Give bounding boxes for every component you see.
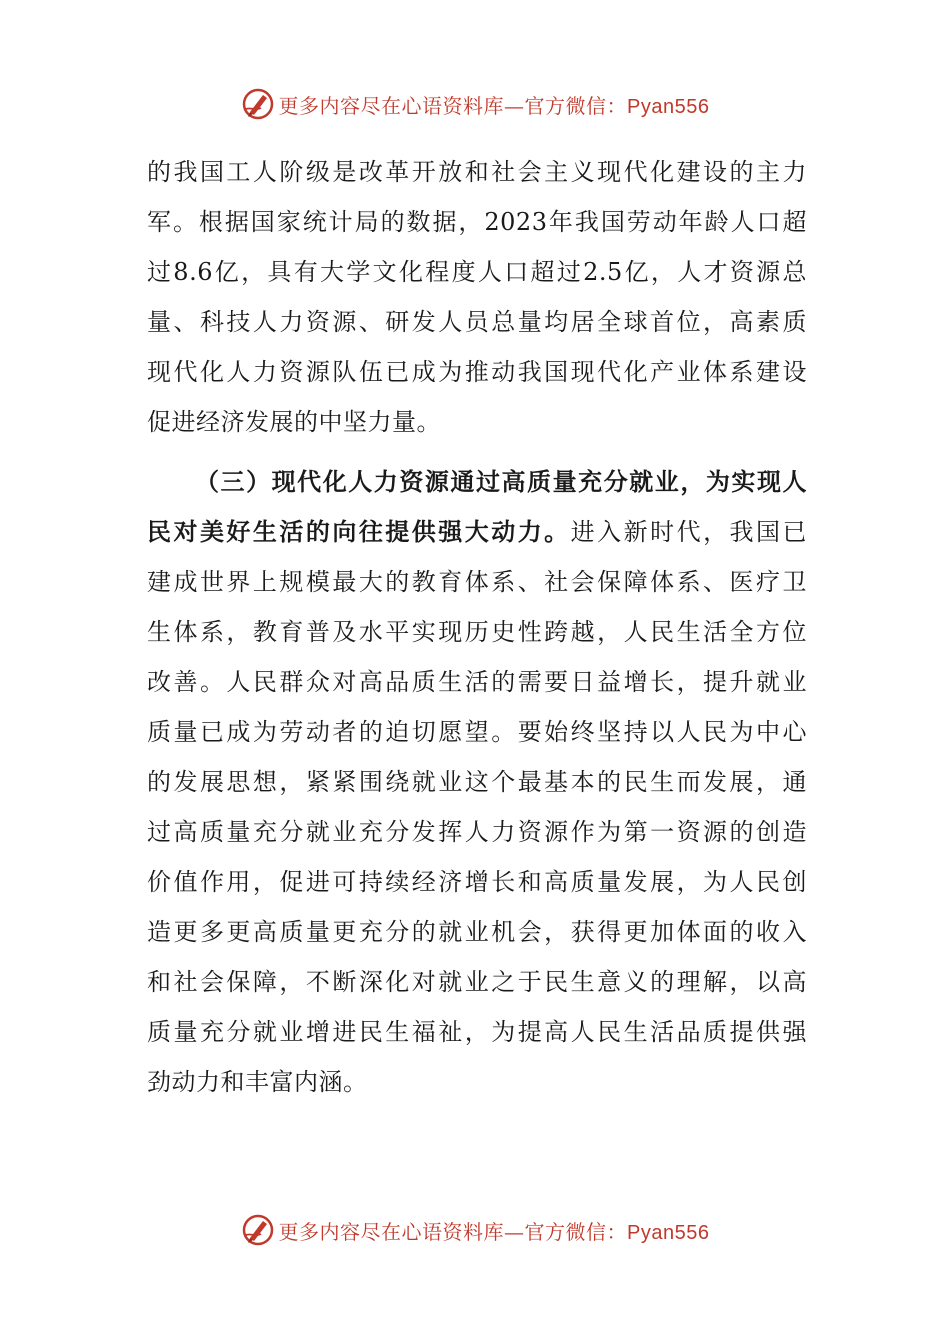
text-line: 质量已成为劳动者的迫切愿望。要始终坚持以人民为中心	[147, 718, 807, 746]
text-line: 军。根据国家统计局的数据，2023年我国劳动年龄人口超	[147, 208, 807, 236]
text-line: 建成世界上规模最大的教育体系、社会保障体系、医疗卫	[147, 568, 807, 596]
wechat-account: Pyan556	[627, 1221, 710, 1244]
text-line: 造更多更高质量更充分的就业机会，获得更加体面的收入	[147, 918, 807, 946]
text-line: 过高质量充分就业充分发挥人力资源作为第一资源的创造	[147, 818, 807, 846]
text-line: 生体系，教育普及水平实现历史性跨越，人民生活全方位	[147, 618, 807, 646]
header-banner-text: 更多内容尽在心语资料库—官方微信：Pyan556	[278, 93, 710, 118]
text-line: 价值作用，促进可持续经济增长和高质量发展，为人民创	[147, 868, 807, 896]
text-line: 的发展思想，紧紧围绕就业这个最基本的民生而发展，通	[147, 768, 807, 796]
text-line	[147, 507, 807, 557]
footer-banner-text: 更多内容尽在心语资料库—官方微信：Pyan556	[278, 1219, 710, 1244]
section-heading: （三）现代化人力资源通过高质量充分就业，为实现人	[195, 467, 807, 496]
section-heading-continued: 民对美好生活的向往提供强大动力。	[147, 517, 571, 546]
text-line: 过8.6亿，具有大学文化程度人口超过2.5亿，人才资源总	[147, 258, 807, 286]
header-banner	[0, 86, 950, 122]
footer-banner	[0, 1212, 950, 1248]
paragraph-1	[147, 147, 807, 447]
document-body	[147, 147, 807, 1107]
text-line: 质量充分就业增进民生福祉，为提高人民生活品质提供强	[147, 1018, 807, 1046]
text-line: 现代化人力资源队伍已成为推动我国现代化产业体系建设	[147, 358, 807, 386]
paragraph-2	[147, 457, 807, 1107]
text-line: 劲动力和丰富内涵。	[147, 1068, 368, 1096]
section-text: 进入新时代，我国已	[570, 518, 807, 546]
text-line: 改善。人民群众对高品质生活的需要日益增长，提升就业	[147, 668, 807, 696]
text-line: 促进经济发展的中坚力量。	[147, 408, 441, 436]
text-line: 量、科技人力资源、研发人员总量均居全球首位，高素质	[147, 308, 807, 336]
text-line: 和社会保障，不断深化对就业之于民生意义的理解，以高	[147, 968, 807, 996]
wechat-account: Pyan556	[627, 95, 710, 118]
pen-logo-icon	[241, 1213, 275, 1247]
pen-logo-icon	[241, 87, 275, 121]
text-line: 的我国工人阶级是改革开放和社会主义现代化建设的主力	[147, 158, 807, 186]
